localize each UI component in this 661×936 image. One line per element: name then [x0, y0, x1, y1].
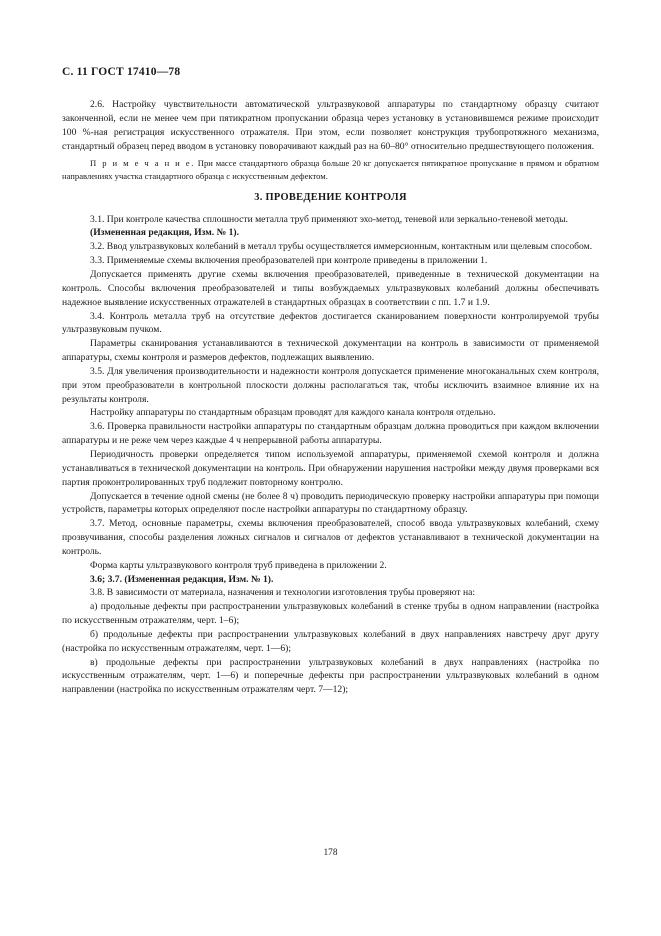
note-label: П р и м е ч а н и е. — [90, 158, 195, 169]
paragraph: Периодичность проверки определяется типом используемой аппаратуры, применяемой схемой контроля и должна устанавливаться в технической документации на контроль. При обнаружении нарушения настройки между двумя проверками вся партия проконтролированных труб подлежит повторному контролю. — [62, 448, 599, 488]
paragraph: а) продольные дефекты при распространении ультразвуковых колебаний в стенке трубы в одном направлении (настройка по искусственным отражателям, черт. 1–6); — [62, 601, 599, 627]
paragraph: 3.2. Ввод ультразвуковых колебаний в металл трубы осуществляется иммерсионным, контактным или щелевым способом. — [90, 241, 593, 253]
amendment-note: (Измененная редакция, Изм. № 1). — [90, 227, 240, 239]
paragraph: в) продольные дефекты при распространении ультразвуковых колебаний в двух направлениях (настройка по искусственным отражателям, черт. 1—6) и поперечные дефекты при распространении ультразвуковых колебаний в одном направлении (настройка по искусственным отражателям черт. 7—12); — [62, 656, 599, 696]
paragraph: Настройку аппаратуры по стандартным образцам проводят для каждого канала контроля отдельно. — [90, 407, 496, 419]
paragraph: 3.3. Применяемые схемы включения преобразователей при контроле приведены в приложении 1. — [90, 255, 488, 267]
paragraph-list — [62, 213, 599, 698]
main-content — [62, 98, 599, 697]
page-header: С. 11 ГОСТ 17410—78 — [62, 66, 181, 78]
note-text: При массе стандартного образца больше 20 кг допускается пятикратное пропускание в прямом и обратном направлениях участка стандартного образца с искусственным дефектом. — [62, 158, 599, 181]
paragraph: 3.6. Проверка правильности настройки аппаратуры по стандартным образцам должна проводиться при каждом включении аппаратуры и не реже чем через каждые 4 ч непрерывной работы аппаратуры. — [62, 421, 599, 447]
paragraph: 3.4. Контроль металла труб на отсутствие дефектов достигается сканированием поверхности контролируемой трубы ультразвуковым пучком. — [62, 310, 599, 336]
paragraph: 3.5. Для увеличения производительности и надежности контроля допускается применение многоканальных схем контроля, при этом преобразователи в контрольной плоскости должны располагаться так, чтобы исключить взаимное влияние их на результаты контроля. — [62, 365, 599, 405]
paragraph: 3.1. При контроле качества сплошности металла труб применяют эхо-метод, теневой или зеркально-теневой методы. — [90, 213, 568, 225]
paragraph: б) продольные дефекты при распространении ультразвуковых колебаний в двух направлениях навстречу друг другу (настройка по искусственным отражателям, черт. 1—6); — [62, 628, 599, 654]
page-number: 178 — [323, 848, 338, 858]
section-heading: 3. ПРОВЕДЕНИЕ КОНТРОЛЯ — [254, 191, 407, 203]
paragraph: 2.6. Настройку чувствительности автоматической ультразвуковой аппаратуры по стандартному образцу считают законченной, если не менее чем при пятикратном пропускании образца через установку в установившемся режиме происходит 100 %-ная регистрация искусственного отражателя. При этом, если позволяет конструкция трубопротяжного механизма, стандартный образец перед вводом в установку поворачивают каждый раз на 60–80° относительно предшествующего положения. — [62, 99, 599, 152]
amendment-note: 3.6; 3.7. (Измененная редакция, Изм. № 1). — [90, 573, 274, 585]
paragraph: 3.7. Метод, основные параметры, схемы включения преобразователей, способ ввода ультразвуковых колебаний, схему прозвучивания, способы разделения ложных сигналов и сигналов от дефектов устанавливают в технической документации на контроль. — [62, 518, 599, 557]
paragraph: Параметры сканирования устанавливаются в технической документации на контроль в зависимости от применяемой аппаратуры, схемы контроля и размеров дефектов, подлежащих выявлению. — [62, 338, 599, 364]
paragraph: Допускается в течение одной смены (не более 8 ч) проводить периодическую проверку настройки аппаратуры при помощи устройств, параметры которых определяют после настройки аппаратуры по стандартному образцу. — [62, 490, 599, 516]
paragraph: 3.8. В зависимости от материала, назначения и технологии изготовления трубы проверяют на: — [90, 587, 476, 599]
paragraph: Допускается применять другие схемы включения преобразователей, приведенные в технической документации на контроль. Способы включения преобразователей и типы возбуждаемых ультразвуковых колебаний должны обеспечивать надежное выявление искусственных отражателей в стандартных образцах в соответствии с пп. 1.7 и 1.9. — [62, 269, 599, 308]
note — [62, 157, 599, 181]
paragraph: Форма карты ультразвукового контроля труб приведена в приложении 2. — [90, 559, 387, 571]
